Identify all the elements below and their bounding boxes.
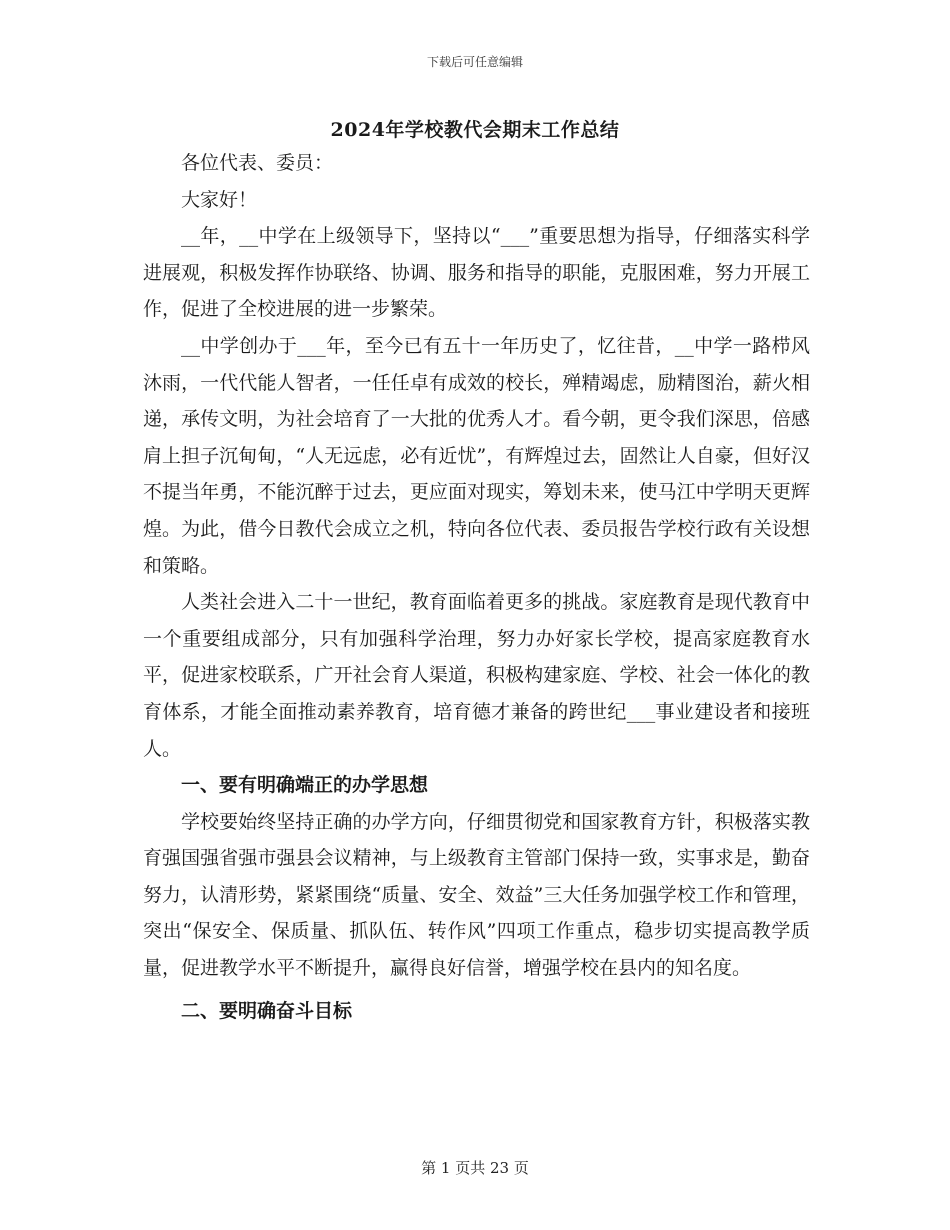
page-footer: 第 1 页共 23 页 [421,1159,529,1177]
body-paragraph: __年，__中学在上级领导下，坚持以“___”重要思想为指导，仔细落实科学进展观，积极发挥作协联络、协调、服务和指导的职能，克服困难，努力开展工作，促进了全校进展的进一步繁荣。 [143,225,810,321]
body-paragraph: 人类社会进入二十一世纪，教育面临着更多的挑战。家庭教育是现代教育中一个重要组成部分，只有加强科学治理，努力办好家长学校，提高家庭教育水平，促进家校联系，广开社会育人渠道，积极构建家庭、学校、社会一体化的教育体系，才能全面推动素养教育，培育德才兼备的跨世纪___事业建设者和接班人。 [143,591,810,760]
body-paragraph: 学校要始终坚持正确的办学方向，仔细贯彻党和国家教育方针，积极落实教育强国强省强市强县会议精神，与上级教育主管部门保持一致，实事求是，勤奋努力，认清形势，紧紧围绕“质量、安全、效益”三大任务加强学校工作和管理，突出“保安全、保质量、抓队伍、转作风”四项工作重点，稳步切实提高教学质量，促进教学水平不断提升，赢得良好信誉，增强学校在县内的知名度。 [143,810,810,980]
body-paragraph: __中学创办于___年，至今已有五十一年历史了，忆往昔，__中学一路栉风沐雨，一代代能人智者，一任任卓有成效的校长，殚精竭虑，励精图治，薪火相递，承传文明，为社会培育了一大批的优秀人才。看今朝，更令我们深思，倍感肩上担子沉甸甸，“人无远虑，必有近忧”，有辉煌过去，固然让人自豪，但好汉不提当年勇，不能沉醉于过去，更应面对现实，筹划未来，使马江中学明天更辉煌。为此，借今日教代会成立之机，特向各位代表、委员报告学校行政有关设想和策略。 [143,334,810,577]
greeting: 大家好！ [181,188,258,211]
document-title: 2024年学校教代会期末工作总结 [330,119,620,141]
salutation: 各位代表、委员： [181,152,334,174]
header-note: 下载后可任意编辑 [426,55,523,69]
section-heading: 二、要明确奋斗目标 [181,999,353,1022]
document-body [143,145,810,1029]
section-heading: 一、要有明确端正的办学思想 [181,774,429,797]
